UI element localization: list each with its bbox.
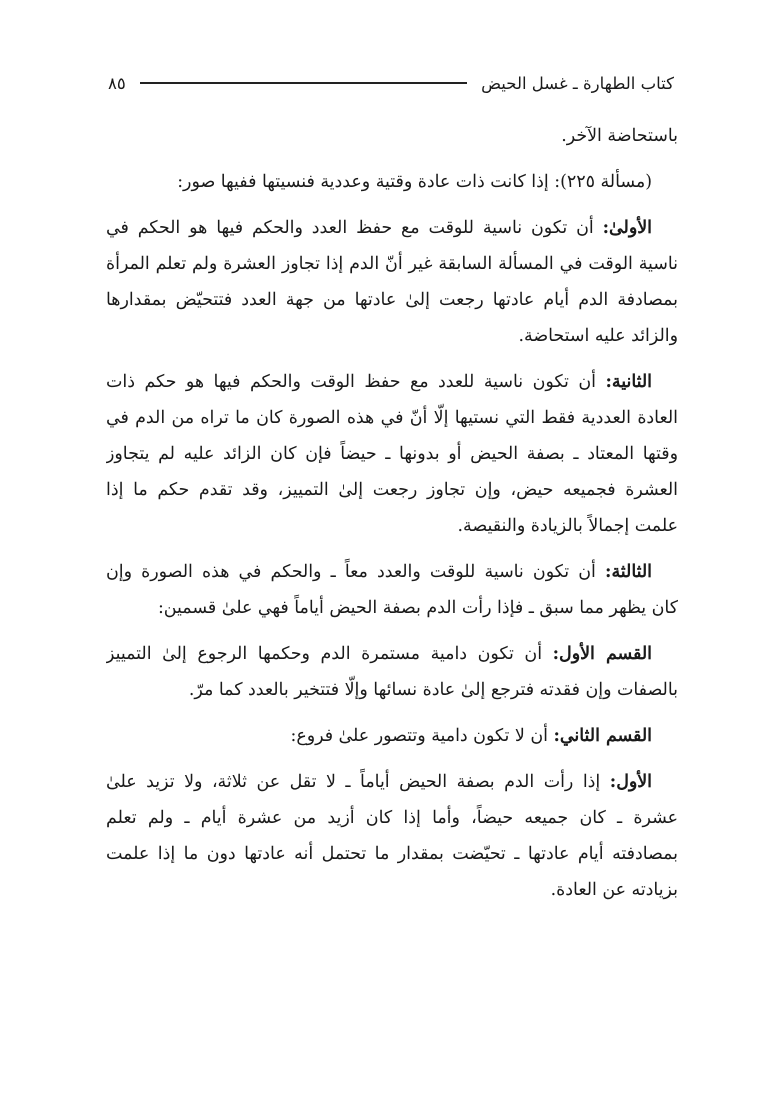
text-line: بالصفات وإن فقدته فترجع إلىٰ عادة نسائها وإلّا فتتخير بالعدد كما مرّ. (188, 680, 678, 700)
paragraph-lead: القسم الأول: (552, 644, 652, 664)
paragraph-lead: الثانية: (605, 372, 652, 392)
text-run: إذا رأت الدم بصفة الحيض أياماً ـ لا تقل عن ثلاثة، ولا تزيد علىٰ (106, 772, 610, 792)
text-line: (مسألة ٢٢٥): إذا كانت ذات عادة وقتية وعددية فنسيتها ففيها صور: (177, 172, 652, 192)
text-line (106, 636, 678, 672)
text-line: وقتها المعتاد ـ بصفة الحيض أو بدونها ـ حيضاً فإن كان الزائد عليه لم يتجاوز (106, 444, 678, 464)
paragraph (106, 118, 678, 154)
paragraph (106, 718, 678, 754)
text-run: أن تكون ناسية للعدد مع حفظ الوقت والحكم فيها هو حكم ذات (106, 372, 606, 392)
paragraph-lead: الثالثة: (605, 562, 652, 582)
paragraph (106, 164, 678, 200)
paragraph (106, 364, 678, 544)
header-rule (140, 82, 467, 84)
text-line: بمصادفة الدم أيام عادتها رجعت إلىٰ عادتها من جهة العدد فتتحيّض بمقدارها (106, 290, 678, 310)
text-line: ناسية الوقت في المسألة السابقة غير أنّ الدم إذا تجاوز العشرة ولم تعلم المرأة (106, 254, 678, 274)
text-line: كان يظهر مما سبق ـ فإذا رأت الدم بصفة الحيض أياماً فهي علىٰ قسمين: (157, 598, 678, 618)
text-run: أن تكون ناسية للوقت مع حفظ العدد والحكم فيها هو الحكم في (106, 218, 603, 238)
text-line: العشرة فجميعه حيض، وإن تجاوز رجعت إلىٰ التمييز، وقد تقدم حكم ما إذا (106, 480, 678, 500)
text-run: أن لا تكون دامية وتتصور علىٰ فروع: (290, 726, 554, 746)
page-number: ٨٥ (108, 73, 126, 93)
text-line (106, 764, 678, 800)
text-run: أن تكون ناسية للوقت والعدد معاً ـ والحكم في هذه الصورة وإن (106, 562, 606, 582)
running-title: كتاب الطهارة ـ غسل الحيض (481, 73, 674, 93)
text-line: العادة العددية فقط التي نستيها إلّا أنّ في هذه الصورة كان ما تراه من الدم في (106, 408, 678, 428)
text-line: بزيادته عن العادة. (550, 880, 678, 900)
paragraph (106, 764, 678, 908)
text-line: عشرة ـ كان جميعه حيضاً، وأما إذا كان أزيد من عشرة أيام ـ ولم تعلم (106, 808, 678, 828)
paragraph-lead: الأول: (609, 772, 652, 792)
text-line: باستحاضة الآخر. (561, 126, 678, 146)
paragraph (106, 210, 678, 354)
paragraph (106, 636, 678, 708)
paragraph-lead: الأولىٰ: (602, 218, 652, 238)
paragraph (106, 554, 678, 626)
text-line: بمصادفته أيام عادتها ـ تحيّضت بمقدار ما تحتمل أنه عادتها دون ما إذا علمت (106, 844, 678, 864)
text-line (106, 554, 678, 590)
page-header (108, 68, 674, 98)
text-line (106, 210, 678, 246)
text-line (106, 718, 678, 754)
paragraph-lead: القسم الثاني: (553, 726, 652, 746)
body-text (106, 118, 678, 918)
text-line: والزائد عليه استحاضة. (518, 326, 678, 346)
text-line: علمت إجمالاً بالزيادة والنقيصة. (457, 516, 678, 536)
text-run: أن تكون دامية مستمرة الدم وحكمها الرجوع إلىٰ التمييز (106, 644, 553, 664)
text-line (106, 364, 678, 400)
